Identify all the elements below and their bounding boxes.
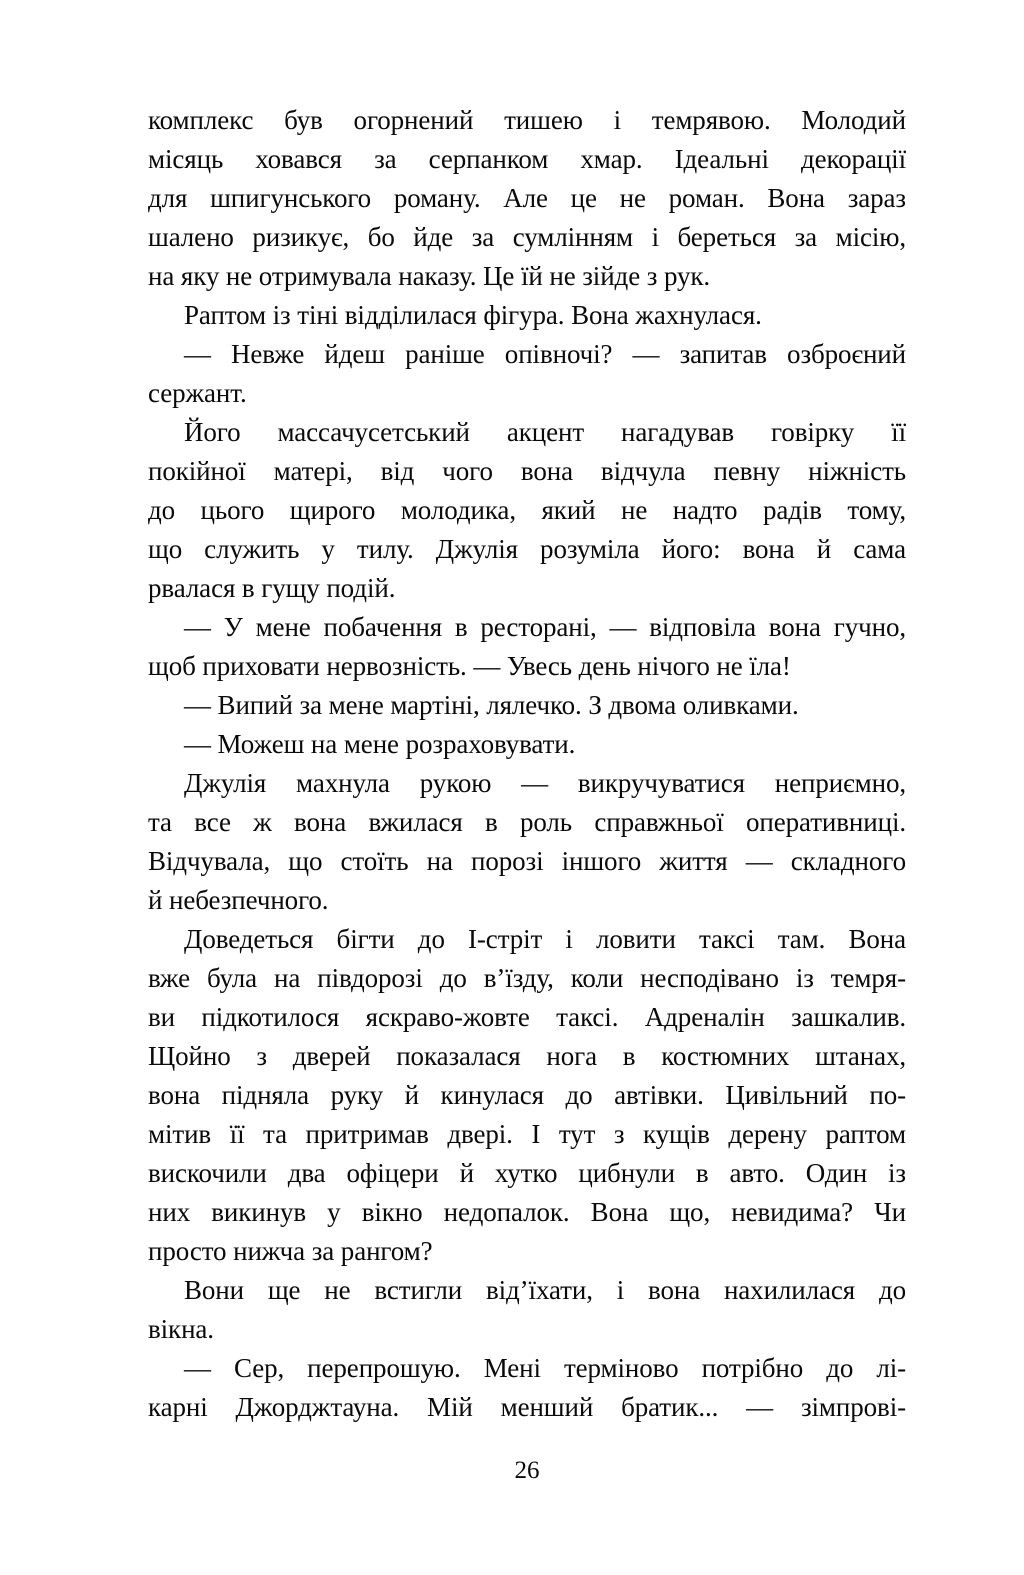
- text-line: й небезпечного.: [148, 885, 329, 915]
- text-line: мітив її та притримав двері. І тут з кущів дерену раптом: [148, 1119, 906, 1149]
- text-line: сержант.: [148, 378, 247, 408]
- text-line: до цього щирого молодика, який не надто радів тому,: [148, 495, 906, 525]
- text-line: них викинув у вікно недопалок. Вона що, невидима? Чи: [148, 1197, 906, 1227]
- paragraph: [148, 413, 906, 608]
- text-line: ви підкотилося яскраво-жовте таксі. Адреналін зашкалив.: [148, 1002, 906, 1032]
- text-line: Вони ще не встигли від’їхати, і вона нахилилася до: [184, 1275, 906, 1305]
- text-line: — Невже йдеш раніше опівночі? — запитав озброєний: [184, 339, 906, 369]
- page-text: [148, 101, 906, 1427]
- text-line: вискочили два офіцери й хутко цибнули в авто. Один із: [148, 1158, 906, 1188]
- text-line: вже була на півдорозі до в’їзду, коли несподівано із темря-: [148, 963, 906, 993]
- text-line: Відчувала, що стоїть на порозі іншого життя — складного: [148, 846, 906, 876]
- paragraph: [148, 335, 906, 413]
- text-line: — Випий за мене мартіні, лялечко. З двома оливками.: [184, 690, 799, 720]
- text-line: карні Джорджтауна. Мій менший братик... — зімпрові-: [148, 1392, 906, 1422]
- text-line: комплекс був огорнений тишею і темрявою. Молодий: [148, 105, 906, 135]
- page-number: 26: [514, 1457, 540, 1484]
- paragraph: [148, 1349, 906, 1427]
- text-line: — Сер, перепрошую. Мені терміново потрібно до лі-: [184, 1353, 906, 1383]
- text-line: шалено ризикує, бо йде за сумлінням і береться за місію,: [148, 222, 906, 252]
- text-line: що служить у тилу. Джулія розуміла його: вона й сама: [148, 534, 906, 564]
- text-line: Його массачусетський акцент нагадував говірку її: [184, 417, 906, 447]
- text-line: Джулія махнула рукою — викручуватися неприємно,: [184, 768, 906, 798]
- paragraph: [148, 1271, 906, 1349]
- paragraph: [148, 296, 906, 335]
- text-line: — У мене побачення в ресторані, — відповіла вона гучно,: [184, 612, 906, 642]
- text-line: просто нижча за рангом?: [148, 1236, 433, 1266]
- text-line: покійної матері, від чого вона відчула певну ніжність: [148, 456, 906, 486]
- text-line: — Можеш на мене розраховувати.: [184, 729, 576, 759]
- paragraph: [148, 686, 906, 725]
- paragraph: [148, 764, 906, 920]
- paragraph: [148, 608, 906, 686]
- text-line: рвалася в гущу подій.: [148, 573, 396, 603]
- text-line: вікна.: [148, 1314, 214, 1344]
- text-line: та все ж вона вжилася в роль справжньої оперативниці.: [148, 807, 906, 837]
- text-line: Доведеться бігти до І-стріт і ловити таксі там. Вона: [184, 924, 906, 954]
- paragraph: [148, 101, 906, 296]
- text-line: на яку не отримувала наказу. Це їй не зійде з рук.: [148, 261, 711, 291]
- text-line: місяць ховався за серпанком хмар. Ідеальні декорації: [148, 144, 906, 174]
- text-line: Щойно з дверей показалася нога в костюмних штанах,: [148, 1041, 906, 1071]
- text-line: щоб приховати нервозність. — Увесь день нічого не їла!: [148, 651, 791, 681]
- text-line: для шпигунського роману. Але це не роман. Вона зараз: [148, 183, 906, 213]
- text-line: вона підняла руку й кинулася до автівки. Цивільний по-: [148, 1080, 906, 1110]
- text-line: Раптом із тіні відділилася фігура. Вона жахнулася.: [184, 300, 762, 330]
- paragraph: [148, 725, 906, 764]
- paragraph: [148, 920, 906, 1271]
